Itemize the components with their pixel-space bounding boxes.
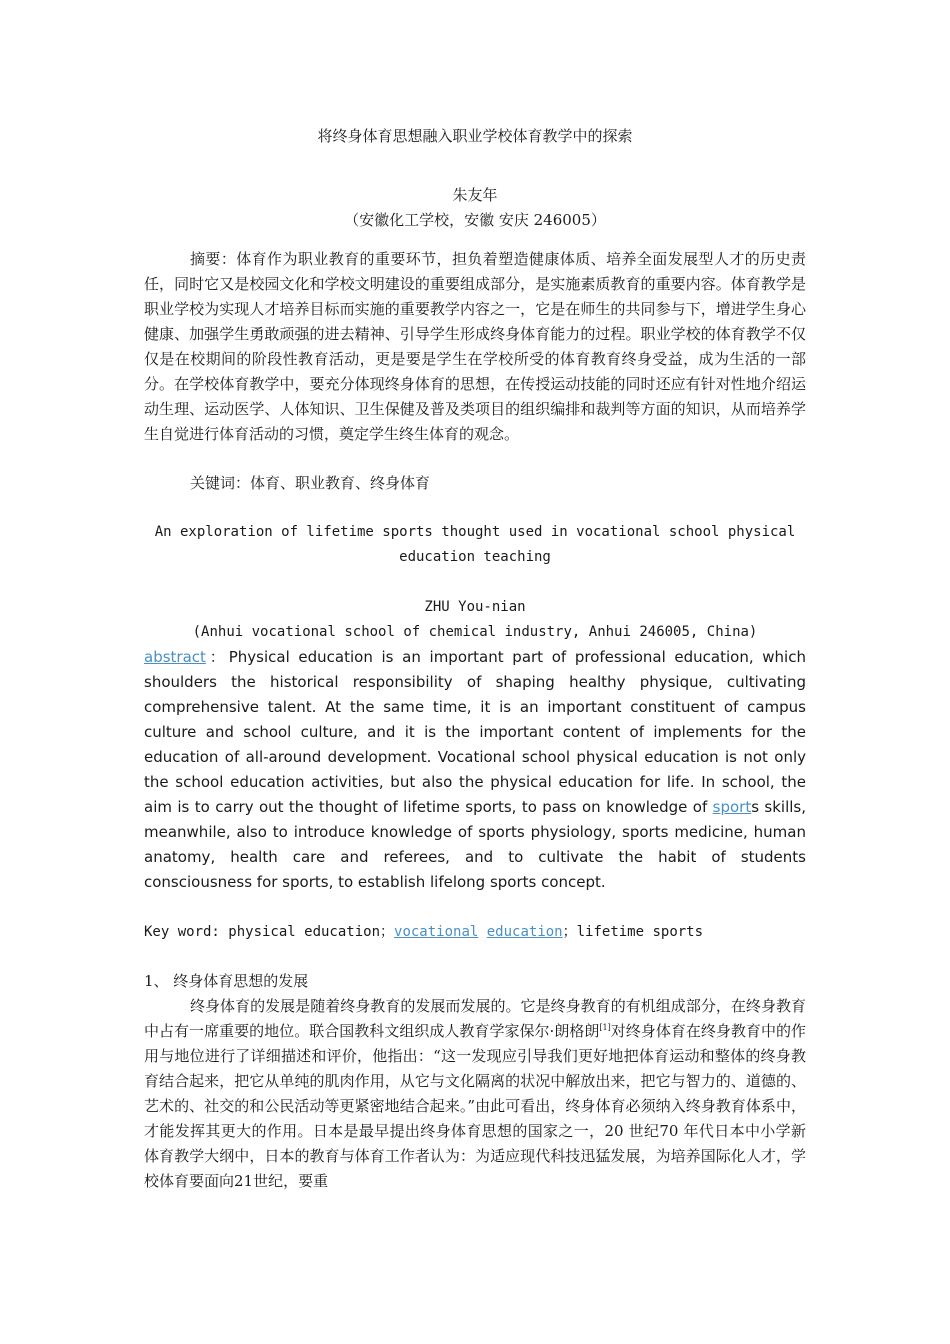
author-name: 朱友年	[452, 186, 498, 204]
english-author: ZHU You-nian	[424, 599, 526, 615]
keywords-en-space	[478, 924, 486, 940]
english-title-line-1: An exploration of lifetime sports thought used in vocational school physical	[154, 524, 796, 540]
abstract-en-text-2: s skills, meanwhile, also to introduce knowledge of sports physiology, sports medicine, human anatomy, health care and referees, and to cultivate the habit of students consciousness for sports, to establish lifelong sports concept.	[144, 798, 806, 891]
english-title	[144, 520, 806, 570]
keywords-en-label: Key word: physical education；	[144, 924, 395, 940]
section-1-paragraph	[144, 994, 806, 1194]
section-1-text-1: 终身体育的发展是随着终身教育的发展而发展的。它是终身教育的有机组成部分，在终身教育中占有一席重要的地位。联合国教科文组织成人教育学家保尔·朗格朗	[144, 997, 806, 1040]
citation-ref[interactable]: [1]	[599, 1023, 611, 1032]
english-affiliation: (Anhui vocational school of chemical industry, Anhui 246005, China)	[192, 624, 758, 640]
abstract-en	[144, 645, 806, 895]
document-body	[144, 124, 806, 1194]
paper-title: 将终身体育思想融入职业学校体育教学中的探索	[317, 127, 633, 145]
section-1-text-2: 对终身体育在终身教育中的作用与地位进行了详细描述和评价，他指出：“这一发现应引导我们更好地把体育运动和整体的终身教育结合起来，把它从单纯的肌肉作用，从它与文化隔离的状况中解放出来，把它与智力的、道德的、艺术的、社交的和公民活动等更紧密地结合起来。”由此可看出，终身体育必须纳入终身教育体系中，才能发挥其更大的作用。日本是最早提出终身体育思想的国家之一，20 世纪70 年代日本中小学新体育教学大纲中，日本的教育与体育工作者认为：为适应现代科技迅猛发展，为培养国际化人才，学校体育要面向21世纪，要重	[144, 1022, 806, 1190]
abstract-separator: ：	[205, 648, 229, 666]
abstract-en-text-1: Physical education is an important part of professional education, which shoulders the historical responsibility of shaping healthy physique, cultivating comprehensive talent. At the same time, it is an important constituent of campus culture and school culture, and it is the important content of implements for the education of all-around development. Vocational school physical education is not only the school education activities, but also the physical education for life. In school, the aim is to carry out the thought of lifetime sports, to pass on knowledge of	[144, 648, 806, 816]
vocational-link[interactable]: vocational	[394, 924, 479, 940]
keywords-en-tail: ；lifetime sports	[562, 924, 704, 940]
abstract-cn: 摘要：体育作为职业教育的重要环节，担负着塑造健康体质、培养全面发展型人才的历史责任，同时它又是校园文化和学校文明建设的重要组成部分，是实施素质教育的重要内容。体育教学是职业学校为实现人才培养目标而实施的重要教学内容之一，它是在师生的共同参与下，增进学生身心健康、加强学生勇敢顽强的进去精神、引导学生形成终身体育能力的过程。职业学校的体育教学不仅仅是在校期间的阶段性教育活动，更是要是学生在学校所受的体育教育终身受益，成为生活的一部分。在学校体育教学中，要充分体现终身体育的思想，在传授运动技能的同时还应有针对性地介绍运动生理、运动医学、人体知识、卫生保健及普及类项目的组织编排和裁判等方面的知识，从而培养学生自觉进行体育活动的习惯，奠定学生终生体育的观念。	[144, 250, 806, 443]
abstract-link[interactable]: abstract	[144, 648, 206, 666]
author-affiliation: （安徽化工学校，安徽 安庆 246005）	[344, 211, 606, 229]
sport-link[interactable]: sport	[712, 798, 752, 816]
section-1-heading: 1、 终身体育思想的发展	[144, 972, 309, 990]
english-title-line-2: education teaching	[399, 549, 551, 565]
education-link[interactable]: education	[486, 924, 563, 940]
keywords-cn: 关键词：体育、职业教育、终身体育	[190, 474, 431, 492]
keywords-en	[144, 920, 806, 945]
